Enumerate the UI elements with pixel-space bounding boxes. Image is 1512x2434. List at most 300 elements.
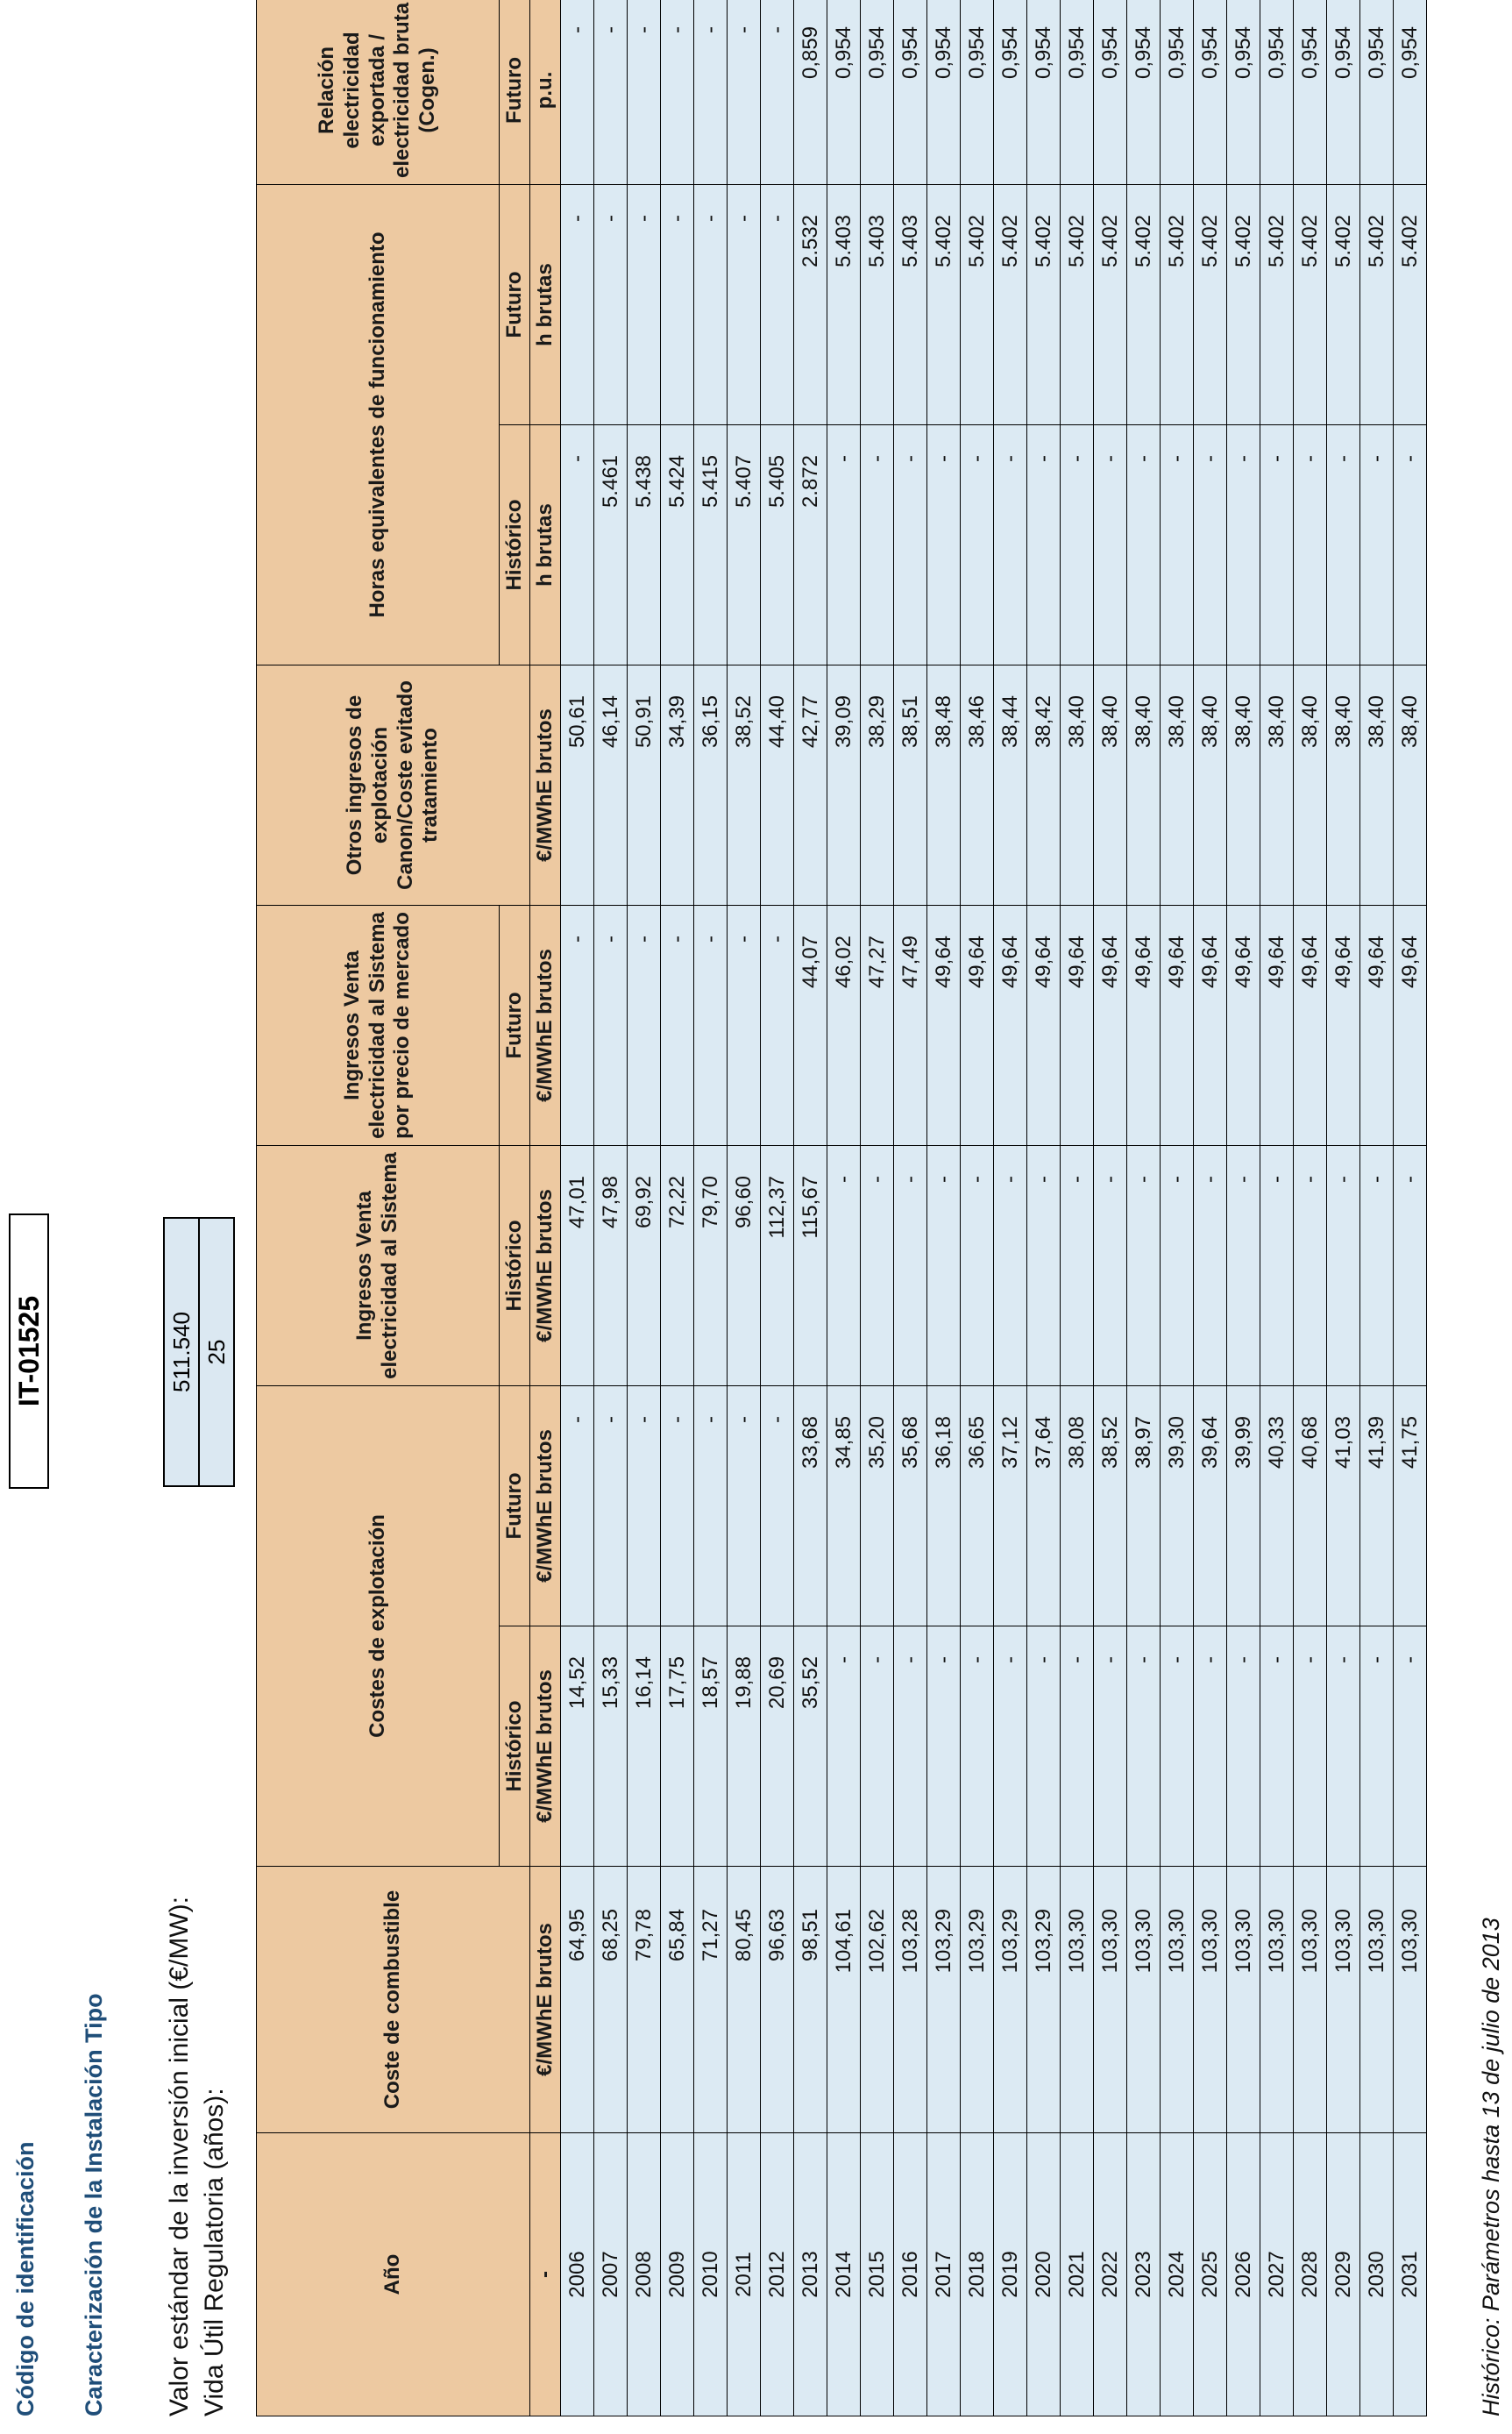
- table-cell: 49,64: [1394, 905, 1427, 1145]
- table-cell: -: [661, 184, 694, 424]
- table-cell: 38,44: [994, 665, 1027, 905]
- table-cell: 36,65: [961, 1385, 994, 1626]
- table-cell: 103,29: [927, 1867, 961, 2133]
- subheader-cell: Futuro: [500, 184, 530, 424]
- table-cell: -: [894, 1626, 927, 1867]
- table-row: [1061, 0, 1094, 2416]
- table-cell: -: [1260, 1626, 1294, 1867]
- unit-cell: h brutas: [530, 184, 561, 424]
- table-cell: 38,08: [1061, 1385, 1094, 1626]
- table-cell: 5.402: [1194, 184, 1227, 424]
- table-cell: 38,40: [1094, 665, 1127, 905]
- group-header-export-ratio: Relación electricidad exportada / electricidad bruta (Cogen.): [257, 0, 500, 184]
- table-cell: 112,37: [761, 1145, 794, 1385]
- table-cell: -: [661, 0, 694, 184]
- table-cell: 38,40: [1394, 665, 1427, 905]
- table-cell: -: [1194, 424, 1227, 665]
- table-cell: -: [628, 0, 661, 184]
- table-row: [561, 0, 594, 2416]
- subheader-cell: Futuro: [500, 0, 530, 184]
- table-cell: 104,61: [827, 1867, 861, 2133]
- table-cell: 5.402: [1127, 184, 1161, 424]
- group-header-operating-costs: Costes de explotación: [257, 1385, 500, 1866]
- table-row: [1127, 0, 1161, 2416]
- table-cell: -: [1061, 1626, 1094, 1867]
- table-cell: -: [961, 1145, 994, 1385]
- table-row: [827, 0, 861, 2416]
- table-cell: 103,30: [1194, 1867, 1227, 2133]
- table-cell: 2.532: [794, 184, 827, 424]
- table-cell: 5.402: [1061, 184, 1094, 424]
- table-cell: -: [628, 1385, 661, 1626]
- table-cell: 2010: [694, 2133, 728, 2416]
- table-cell: -: [927, 424, 961, 665]
- table-cell: 44,07: [794, 905, 827, 1145]
- table-cell: 0,954: [894, 0, 927, 184]
- table-cell: -: [1027, 424, 1061, 665]
- table-cell: 39,09: [827, 665, 861, 905]
- table-cell: 2006: [561, 2133, 594, 2416]
- table-cell: -: [1327, 424, 1360, 665]
- table-cell: -: [1227, 424, 1260, 665]
- table-cell: -: [827, 424, 861, 665]
- table-cell: 38,51: [894, 665, 927, 905]
- table-cell: 103,28: [894, 1867, 927, 2133]
- unit-cell: -: [530, 2133, 561, 2416]
- table-cell: 103,30: [1360, 1867, 1394, 2133]
- table-cell: -: [1061, 1145, 1094, 1385]
- table-cell: 42,77: [794, 665, 827, 905]
- table-cell: -: [561, 1385, 594, 1626]
- table-cell: 2031: [1394, 2133, 1427, 2416]
- parameters-table: [256, 0, 1427, 2416]
- unit-cell: €/MWhE brutos: [530, 905, 561, 1145]
- table-cell: 49,64: [1294, 905, 1327, 1145]
- table-cell: 39,64: [1194, 1385, 1227, 1626]
- table-cell: -: [1194, 1145, 1227, 1385]
- table-cell: 36,18: [927, 1385, 961, 1626]
- table-row: [728, 0, 761, 2416]
- table-cell: -: [1294, 1626, 1327, 1867]
- table-cell: -: [827, 1626, 861, 1867]
- table-cell: 35,68: [894, 1385, 927, 1626]
- table-cell: -: [827, 1145, 861, 1385]
- table-cell: 0,954: [961, 0, 994, 184]
- param-label-investment: Valor estándar de la inversión inicial (€/MW):: [165, 1896, 194, 2416]
- table-cell: 103,29: [1027, 1867, 1061, 2133]
- section-subtitle: Caracterización de la Instalación Tipo: [81, 1993, 107, 2416]
- table-cell: 18,57: [694, 1626, 728, 1867]
- table-cell: 14,52: [561, 1626, 594, 1867]
- table-cell: 0,954: [927, 0, 961, 184]
- table-cell: 20,69: [761, 1626, 794, 1867]
- table-cell: 2014: [827, 2133, 861, 2416]
- table-cell: 47,98: [594, 1145, 628, 1385]
- table-cell: 5.415: [694, 424, 728, 665]
- table-cell: 34,85: [827, 1385, 861, 1626]
- unit-cell: €/MWhE brutos: [530, 1626, 561, 1867]
- table-row: [694, 0, 728, 2416]
- table-cell: -: [561, 905, 594, 1145]
- table-cell: -: [728, 184, 761, 424]
- param-value-life: 25: [198, 1217, 235, 1487]
- table-cell: 65,84: [661, 1867, 694, 2133]
- table-cell: 38,40: [1227, 665, 1260, 905]
- table-cell: 2027: [1260, 2133, 1294, 2416]
- table-cell: -: [628, 905, 661, 1145]
- table-cell: 49,64: [1227, 905, 1260, 1145]
- table-cell: 38,40: [1127, 665, 1161, 905]
- table-cell: -: [728, 905, 761, 1145]
- table-cell: 0,954: [1260, 0, 1294, 184]
- table-cell: 37,64: [1027, 1385, 1061, 1626]
- table-cell: 5.402: [927, 184, 961, 424]
- table-cell: 34,39: [661, 665, 694, 905]
- table-cell: 38,40: [1161, 665, 1194, 905]
- table-cell: -: [594, 905, 628, 1145]
- subheader-cell: Futuro: [500, 1385, 530, 1626]
- table-cell: 2029: [1327, 2133, 1360, 2416]
- table-cell: 50,61: [561, 665, 594, 905]
- group-header-equivalent-hours: Horas equivalentes de funcionamiento: [257, 184, 500, 665]
- group-header-year: Año: [257, 2133, 530, 2416]
- table-row: [1294, 0, 1327, 2416]
- table-cell: 0,954: [1294, 0, 1327, 184]
- table-cell: 2015: [861, 2133, 894, 2416]
- table-cell: -: [1227, 1145, 1260, 1385]
- table-cell: -: [1327, 1145, 1360, 1385]
- table-cell: 5.402: [1260, 184, 1294, 424]
- table-cell: 5.402: [1294, 184, 1327, 424]
- table-cell: 96,60: [728, 1145, 761, 1385]
- table-row: [1094, 0, 1127, 2416]
- table-row: [1161, 0, 1194, 2416]
- table-cell: 98,51: [794, 1867, 827, 2133]
- table-cell: 36,15: [694, 665, 728, 905]
- table-cell: -: [1127, 1145, 1161, 1385]
- table-cell: 47,01: [561, 1145, 594, 1385]
- subheader-cell: Histórico: [500, 424, 530, 665]
- table-cell: 5.403: [894, 184, 927, 424]
- table-cell: 33,68: [794, 1385, 827, 1626]
- table-cell: -: [1094, 424, 1127, 665]
- table-cell: -: [994, 1626, 1027, 1867]
- table-cell: -: [1260, 1145, 1294, 1385]
- table-cell: 46,14: [594, 665, 628, 905]
- table-cell: -: [761, 0, 794, 184]
- table-cell: 5.461: [594, 424, 628, 665]
- table-cell: 49,64: [961, 905, 994, 1145]
- table-cell: -: [1327, 1626, 1360, 1867]
- units-row: [530, 0, 561, 2416]
- table-cell: 103,30: [1260, 1867, 1294, 2133]
- table-cell: 5.402: [1094, 184, 1127, 424]
- table-cell: -: [1294, 1145, 1327, 1385]
- subheader-cell: Histórico: [500, 1145, 530, 1385]
- table-row: [1227, 0, 1260, 2416]
- table-cell: 0,954: [861, 0, 894, 184]
- table-cell: -: [594, 0, 628, 184]
- table-cell: 2017: [927, 2133, 961, 2416]
- table-cell: 79,70: [694, 1145, 728, 1385]
- table-cell: -: [1360, 424, 1394, 665]
- table-cell: 5.407: [728, 424, 761, 665]
- table-cell: 49,64: [1127, 905, 1161, 1145]
- table-cell: 5.405: [761, 424, 794, 665]
- table-cell: -: [961, 1626, 994, 1867]
- table-cell: -: [1161, 1626, 1194, 1867]
- table-cell: 5.424: [661, 424, 694, 665]
- table-cell: 38,48: [927, 665, 961, 905]
- table-cell: 68,25: [594, 1867, 628, 2133]
- table-cell: 2021: [1061, 2133, 1094, 2416]
- unit-cell: h brutas: [530, 424, 561, 665]
- table-cell: 0,954: [1027, 0, 1061, 184]
- table-cell: -: [1127, 424, 1161, 665]
- table-cell: 2011: [728, 2133, 761, 2416]
- table-cell: 5.402: [961, 184, 994, 424]
- table-cell: -: [1161, 424, 1194, 665]
- table-cell: -: [1227, 1626, 1260, 1867]
- table-cell: 5.403: [861, 184, 894, 424]
- table-cell: -: [1394, 424, 1427, 665]
- table-cell: 103,30: [1394, 1867, 1427, 2133]
- table-cell: -: [994, 424, 1027, 665]
- table-cell: 38,29: [861, 665, 894, 905]
- table-cell: -: [1360, 1626, 1394, 1867]
- table-cell: -: [1394, 1145, 1427, 1385]
- table-cell: 80,45: [728, 1867, 761, 2133]
- table-row: [794, 0, 827, 2416]
- table-cell: 103,30: [1161, 1867, 1194, 2133]
- table-cell: 2022: [1094, 2133, 1127, 2416]
- table-cell: -: [694, 1385, 728, 1626]
- table-row: [628, 0, 661, 2416]
- table-cell: 102,62: [861, 1867, 894, 2133]
- table-cell: 0,954: [1127, 0, 1161, 184]
- table-row: [861, 0, 894, 2416]
- table-cell: 2028: [1294, 2133, 1327, 2416]
- table-cell: -: [1260, 424, 1294, 665]
- table-cell: 46,02: [827, 905, 861, 1145]
- table-cell: 5.402: [1227, 184, 1260, 424]
- table-cell: 38,40: [1327, 665, 1360, 905]
- table-cell: 96,63: [761, 1867, 794, 2133]
- table-row: [1194, 0, 1227, 2416]
- group-header-market-price-sales: Ingresos Venta electricidad al Sistema por precio de mercado: [257, 905, 500, 1145]
- table-cell: 49,64: [1094, 905, 1127, 1145]
- table-cell: 2016: [894, 2133, 927, 2416]
- table-cell: 49,64: [1161, 905, 1194, 1145]
- table-cell: -: [728, 1385, 761, 1626]
- subheader-cell: Histórico: [500, 1626, 530, 1867]
- table-cell: -: [561, 184, 594, 424]
- table-cell: 37,12: [994, 1385, 1027, 1626]
- table-cell: 5.438: [628, 424, 661, 665]
- table-cell: 72,22: [661, 1145, 694, 1385]
- table-cell: 5.403: [827, 184, 861, 424]
- table-row: [994, 0, 1027, 2416]
- table-cell: 69,92: [628, 1145, 661, 1385]
- table-cell: 5.402: [1027, 184, 1061, 424]
- table-cell: 41,03: [1327, 1385, 1360, 1626]
- unit-cell: €/MWhE brutos: [530, 1867, 561, 2133]
- table-row: [894, 0, 927, 2416]
- table-cell: 115,67: [794, 1145, 827, 1385]
- table-cell: 2030: [1360, 2133, 1394, 2416]
- group-header-fuel-cost: Coste de combustible: [257, 1867, 530, 2133]
- table-cell: 103,30: [1327, 1867, 1360, 2133]
- table-cell: 49,64: [1027, 905, 1061, 1145]
- table-cell: 0,954: [1161, 0, 1194, 184]
- code-title: Código de identificación: [12, 2141, 39, 2416]
- table-cell: 0,954: [1394, 0, 1427, 184]
- table-cell: 2024: [1161, 2133, 1194, 2416]
- table-row: [1327, 0, 1360, 2416]
- table-cell: 64,95: [561, 1867, 594, 2133]
- table-cell: -: [927, 1626, 961, 1867]
- table-cell: -: [1394, 1626, 1427, 1867]
- table-cell: 5.402: [1161, 184, 1194, 424]
- table-cell: 5.402: [1394, 184, 1427, 424]
- table-cell: 103,30: [1127, 1867, 1161, 2133]
- table-cell: 49,64: [927, 905, 961, 1145]
- table-cell: 49,64: [1260, 905, 1294, 1145]
- table-cell: 103,30: [1227, 1867, 1260, 2133]
- table-cell: 35,20: [861, 1385, 894, 1626]
- table-cell: 38,40: [1294, 665, 1327, 905]
- table-row: [961, 0, 994, 2416]
- table-cell: -: [861, 1145, 894, 1385]
- table-cell: -: [894, 424, 927, 665]
- param-value-investment: 511.540: [163, 1217, 200, 1487]
- table-row: [661, 0, 694, 2416]
- table-cell: 47,49: [894, 905, 927, 1145]
- table-cell: 38,40: [1194, 665, 1227, 905]
- table-cell: 17,75: [661, 1626, 694, 1867]
- table-cell: 0,954: [1194, 0, 1227, 184]
- table-cell: 35,52: [794, 1626, 827, 1867]
- table-cell: 49,64: [1360, 905, 1394, 1145]
- table-cell: -: [1294, 424, 1327, 665]
- table-cell: 19,88: [728, 1626, 761, 1867]
- table-cell: -: [694, 184, 728, 424]
- table-cell: -: [1127, 1626, 1161, 1867]
- footnote: Histórico: Parámetros hasta 13 de julio de 2013: [1478, 1918, 1504, 2416]
- table-cell: 2018: [961, 2133, 994, 2416]
- table-cell: -: [927, 1145, 961, 1385]
- table-cell: 2025: [1194, 2133, 1227, 2416]
- table-cell: 38,97: [1127, 1385, 1161, 1626]
- table-row: [1394, 0, 1427, 2416]
- table-row: [1027, 0, 1061, 2416]
- table-cell: 44,40: [761, 665, 794, 905]
- table-cell: 5.402: [994, 184, 1027, 424]
- table-cell: -: [861, 424, 894, 665]
- table-cell: 0,954: [1327, 0, 1360, 184]
- group-header-other-income: Otros ingresos de explotación Canon/Coste evitado tratamiento: [257, 665, 530, 905]
- table-cell: -: [1161, 1145, 1194, 1385]
- table-row: [594, 0, 628, 2416]
- table-cell: 41,75: [1394, 1385, 1427, 1626]
- table-cell: 5.402: [1360, 184, 1394, 424]
- unit-cell: €/MWhE brutos: [530, 1385, 561, 1626]
- table-cell: 2009: [661, 2133, 694, 2416]
- table-cell: 38,40: [1260, 665, 1294, 905]
- table-cell: 15,33: [594, 1626, 628, 1867]
- table-cell: 103,29: [961, 1867, 994, 2133]
- table-cell: 2007: [594, 2133, 628, 2416]
- table-cell: 38,40: [1061, 665, 1094, 905]
- table-cell: 0,859: [794, 0, 827, 184]
- table-cell: 40,33: [1260, 1385, 1294, 1626]
- table-cell: -: [761, 184, 794, 424]
- table-cell: 40,68: [1294, 1385, 1327, 1626]
- table-cell: 103,30: [1294, 1867, 1327, 2133]
- table-cell: 49,64: [994, 905, 1027, 1145]
- table-row: [1360, 0, 1394, 2416]
- table-cell: 38,52: [728, 665, 761, 905]
- table-cell: -: [728, 0, 761, 184]
- code-value-box: IT-01525: [9, 1213, 49, 1489]
- table-cell: 103,29: [994, 1867, 1027, 2133]
- table-cell: -: [661, 905, 694, 1145]
- table-cell: 0,954: [827, 0, 861, 184]
- table-cell: -: [1094, 1626, 1127, 1867]
- table-cell: 0,954: [1094, 0, 1127, 184]
- table-cell: 49,64: [1061, 905, 1094, 1145]
- group-header-row: [257, 0, 500, 2416]
- table-cell: 0,954: [994, 0, 1027, 184]
- table-cell: 49,64: [1194, 905, 1227, 1145]
- table-cell: -: [961, 424, 994, 665]
- table-row: [1260, 0, 1294, 2416]
- table-cell: 2023: [1127, 2133, 1161, 2416]
- table-cell: -: [1360, 1145, 1394, 1385]
- unit-cell: €/MWhE brutos: [530, 1145, 561, 1385]
- table-cell: 5.402: [1327, 184, 1360, 424]
- table-cell: 2012: [761, 2133, 794, 2416]
- table-cell: 103,30: [1061, 1867, 1094, 2133]
- table-cell: -: [1094, 1145, 1127, 1385]
- table-row: [761, 0, 794, 2416]
- table-cell: 71,27: [694, 1867, 728, 2133]
- table-cell: 0,954: [1227, 0, 1260, 184]
- table-row: [927, 0, 961, 2416]
- table-cell: -: [694, 0, 728, 184]
- table-cell: -: [661, 1385, 694, 1626]
- table-cell: -: [761, 905, 794, 1145]
- table-cell: -: [761, 1385, 794, 1626]
- table-cell: 47,27: [861, 905, 894, 1145]
- table-cell: 49,64: [1327, 905, 1360, 1145]
- table-cell: -: [861, 1626, 894, 1867]
- table-cell: -: [694, 905, 728, 1145]
- table-cell: -: [628, 184, 661, 424]
- table-cell: 16,14: [628, 1626, 661, 1867]
- table-cell: -: [561, 424, 594, 665]
- table-cell: 2026: [1227, 2133, 1260, 2416]
- table-cell: -: [1061, 424, 1094, 665]
- table-cell: 50,91: [628, 665, 661, 905]
- table-cell: 103,30: [1094, 1867, 1127, 2133]
- table-cell: 79,78: [628, 1867, 661, 2133]
- subheader-cell: Futuro: [500, 905, 530, 1145]
- group-header-electricity-sales: Ingresos Venta electricidad al Sistema: [257, 1145, 500, 1385]
- table-cell: 41,39: [1360, 1385, 1394, 1626]
- table-cell: -: [894, 1145, 927, 1385]
- table-cell: -: [594, 1385, 628, 1626]
